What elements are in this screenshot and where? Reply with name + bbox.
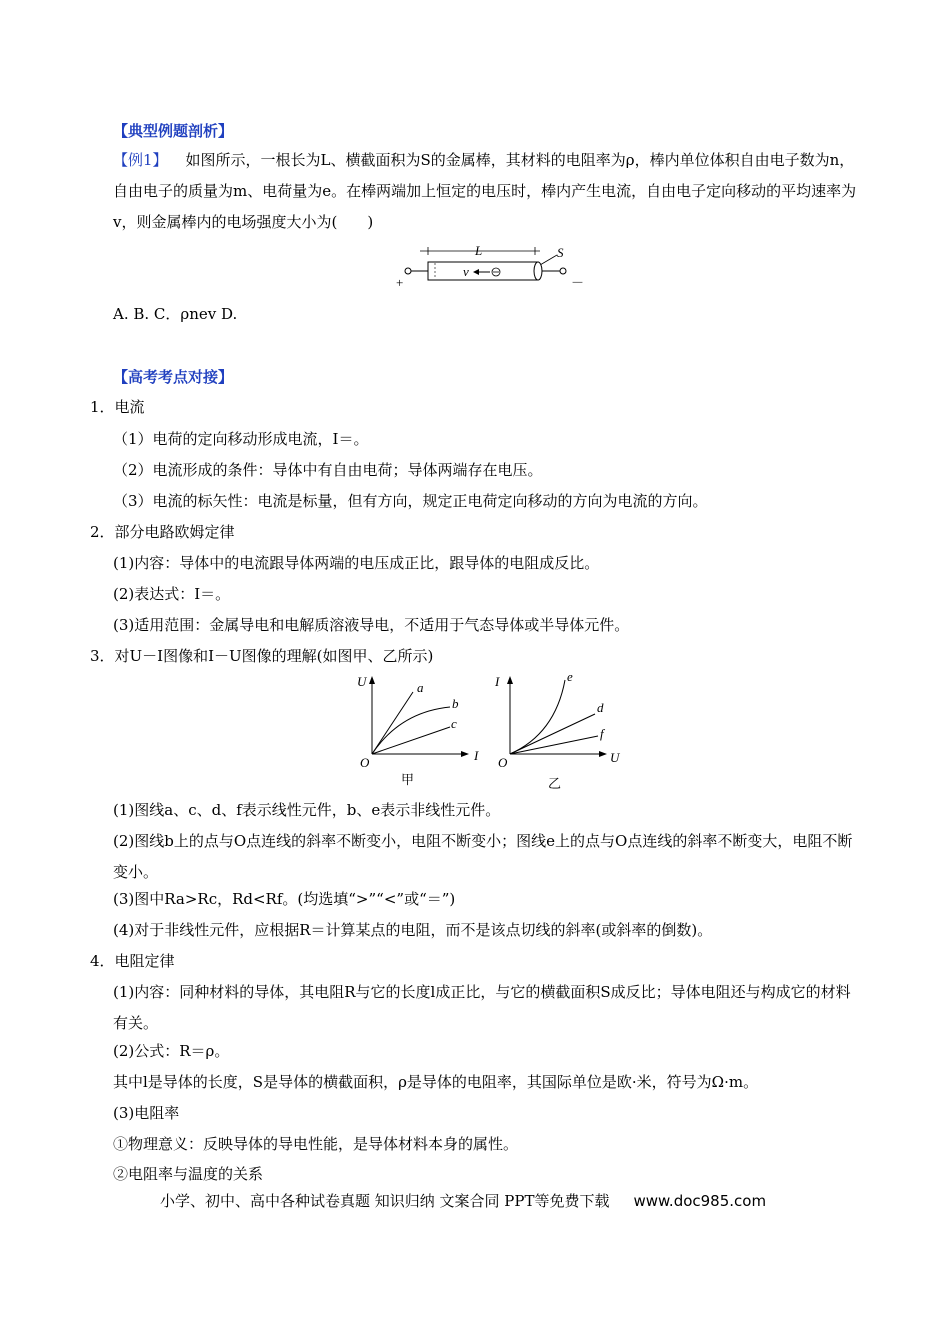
item2-line: (3)适用范围：金属导电和电解质溶液导电，不适用于气态导体或半导体元件。 <box>113 616 630 634</box>
graph-yi-origin: O <box>498 755 508 770</box>
example-options: A. B. C．ρnev D. <box>113 305 238 323</box>
plus-terminal: + <box>396 275 404 290</box>
item3-line: (1)图线a、c、d、f表示线性元件，b、e表示非线性元件。 <box>113 801 501 819</box>
rod-length-label: L <box>475 243 483 258</box>
example-question-text: 如图所示，一根长为L、横截面积为S的金属棒，其材料的电阻率为ρ，棒内单位体积自由电子数为n，自由电子的质量为m、电荷量为e。在棒两端加上恒定的电压时，棒内产生电流，自由电子定向移动的平均速率为v，则金属棒内的电场强度大小为( ) <box>113 151 857 231</box>
item2-line: (2)表达式：I＝。 <box>113 585 231 603</box>
item1-title: 1．电流 <box>90 398 145 416</box>
curve-a-label: a <box>417 680 424 695</box>
footer-url[interactable]: www.doc985.com <box>633 1192 767 1210</box>
graph-jia-origin: O <box>360 755 370 770</box>
item1-line: （3）电流的标矢性：电流是标量，但有方向，规定正电荷定向移动的方向为电流的方向。 <box>113 492 708 510</box>
example-question <box>113 145 865 238</box>
metal-rod-figure <box>395 243 595 293</box>
exam-section-heading: 【高考考点对接】 <box>113 368 234 386</box>
graph-jia-caption: 甲 <box>401 773 415 788</box>
example-label: 【例1】 <box>113 151 168 169</box>
item3-line: (2)图线b上的点与O点连线的斜率不断变小，电阻不断变小；图线e上的点与O点连线的斜率不断变大，电阻不断变小。 <box>113 832 853 881</box>
graph-jia-x-axis: I <box>474 748 479 763</box>
graph-jia <box>355 672 505 792</box>
graph-yi-caption: 乙 <box>548 777 562 792</box>
page-footer <box>160 1190 766 1211</box>
item4-line: ①物理意义：反映导体的导电性能，是导体材料本身的属性。 <box>113 1135 519 1153</box>
graph-yi <box>493 669 643 792</box>
curve-c-label: c <box>451 716 457 731</box>
item2-line: (1)内容：导体中的电流跟导体两端的电压成正比，跟导体的电阻成反比。 <box>113 554 600 572</box>
item4-line: (1)内容：同种材料的导体，其电阻R与它的长度l成正比，与它的横截面积S成反比；导体电阻还与构成它的材料有关。 <box>113 983 851 1032</box>
graph-yi-x-axis: U <box>610 750 620 765</box>
curve-b-label: b <box>452 696 459 711</box>
rod-velocity-label: v <box>463 264 469 279</box>
item3-line: (4)对于非线性元件，应根据R＝计算某点的电阻，而不是该点切线的斜率(或斜率的倒数)。 <box>113 921 713 939</box>
graph-jia-y-axis: U <box>357 674 367 689</box>
item3-line: (3)图中Ra>Rc，Rd<Rf。(均选填“>”“<”或“＝”) <box>113 890 456 908</box>
curve-f-label: f <box>600 726 604 741</box>
item1-line: （2）电流形成的条件：导体中有自由电荷；导体两端存在电压。 <box>113 461 543 479</box>
item4-title: 4．电阻定律 <box>90 952 175 970</box>
item2-title: 2．部分电路欧姆定律 <box>90 523 235 541</box>
example-section-heading: 【典型例题剖析】 <box>113 122 234 140</box>
item1-line: （1）电荷的定向移动形成电流，I＝。 <box>113 430 369 448</box>
item4-line: (2)公式：R＝ρ。 <box>113 1042 230 1060</box>
item4-line: 其中l是导体的长度，S是导体的横截面积，ρ是导体的电阻率，其国际单位是欧·米，符号为Ω·m。 <box>113 1073 759 1091</box>
item3-title: 3．对U－I图像和I－U图像的理解(如图甲、乙所示) <box>90 647 434 665</box>
curve-d-label: d <box>597 700 604 715</box>
minus-terminal: － <box>571 275 585 290</box>
graph-yi-y-axis: I <box>495 674 500 689</box>
curve-e-label: e <box>567 669 573 684</box>
rod-area-label: S <box>557 245 564 260</box>
footer-text: 小学、初中、高中各种试卷真题 知识归纳 文案合同 PPT等免费下载 <box>160 1192 610 1210</box>
item4-line: (3)电阻率 <box>113 1104 180 1122</box>
item4-line: ②电阻率与温度的关系 <box>113 1165 264 1183</box>
